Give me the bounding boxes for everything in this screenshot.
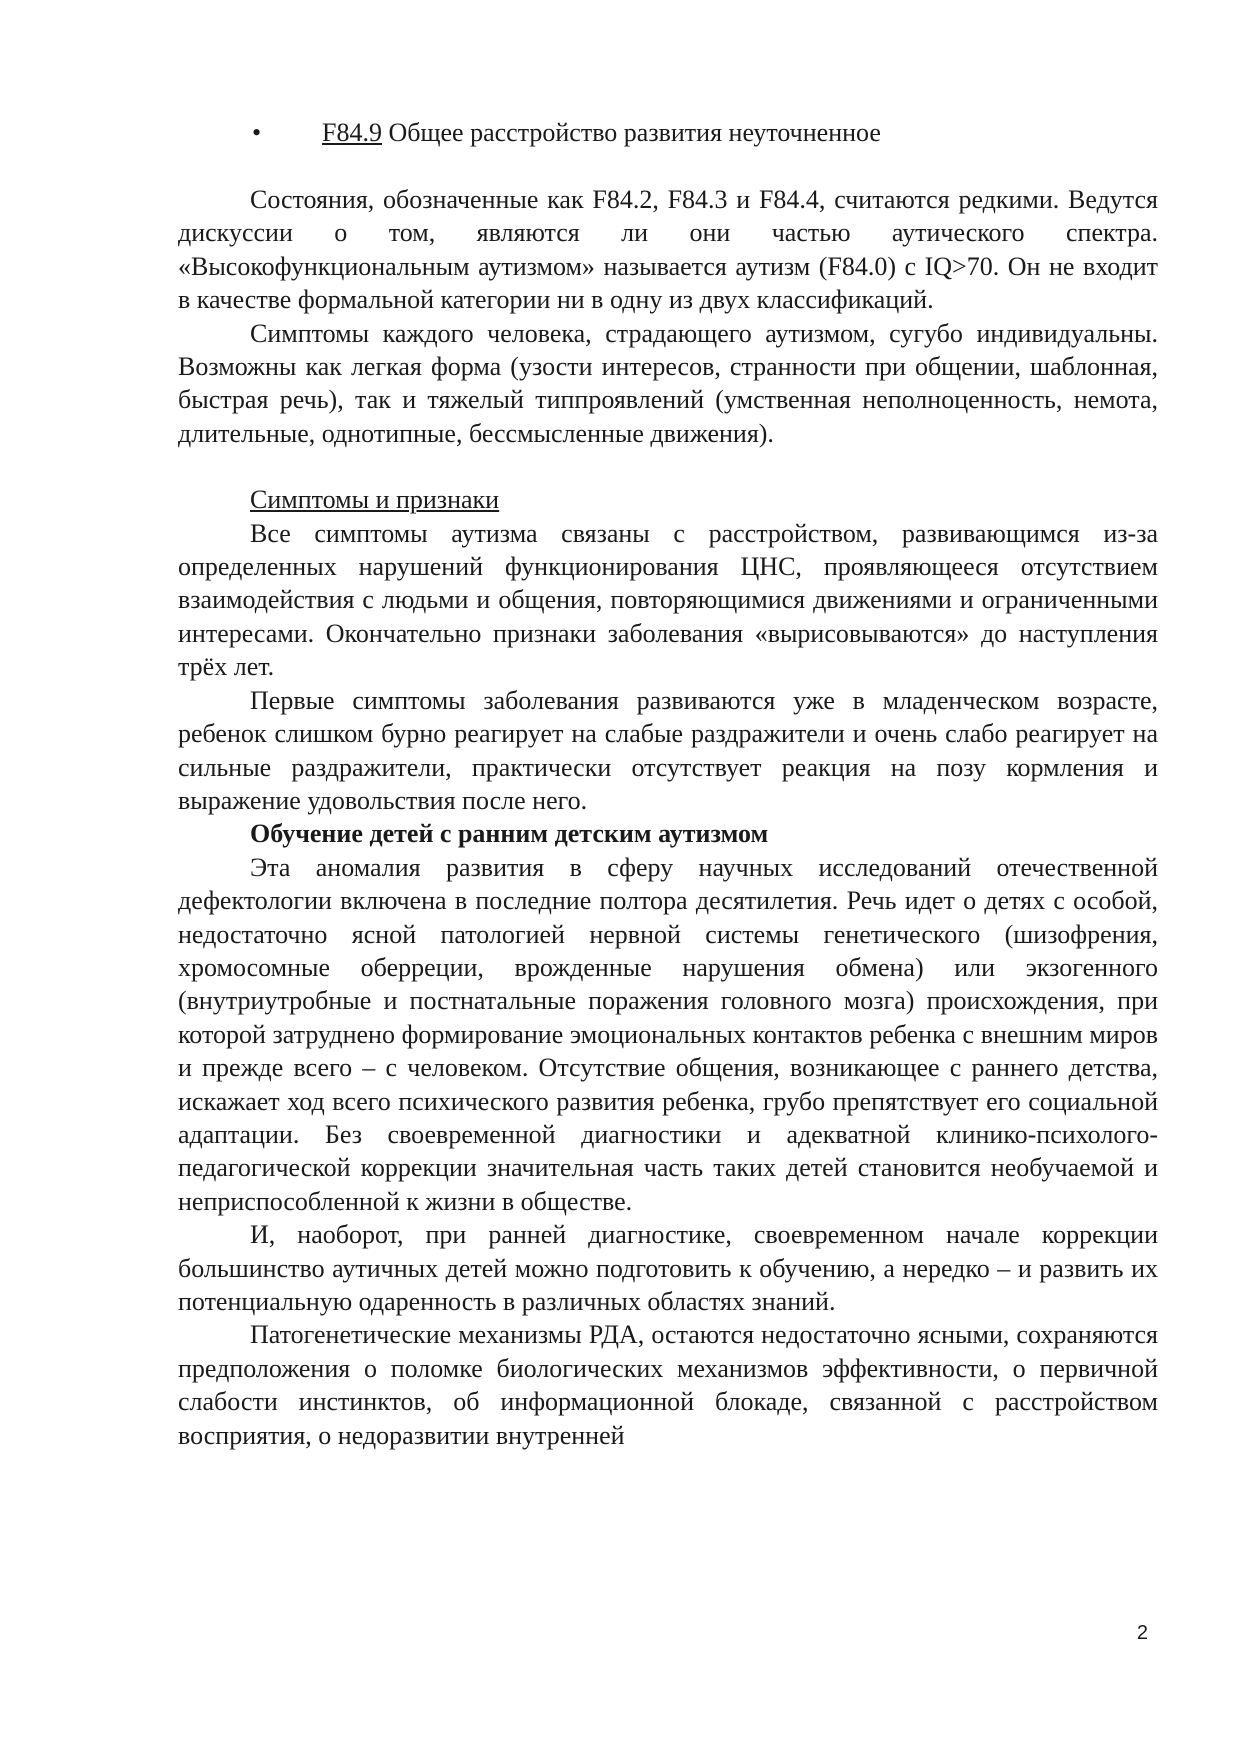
paragraph-education-2: И, наоборот, при ранней диагностике, своевременном начале коррекции большинство аутичных детей можно подготовить к обучению, а нередко – и развить их потенциальную одаренность в различных областях знаний. [178, 1220, 1158, 1316]
paragraph-education-3: Патогенетические механизмы РДА, остаются недостаточно ясными, сохраняются предположения о поломке биологических механизмов эффективности, о первичной слабости инстинктов, об информационной блокаде, связанной с расстройством восприятия, о недоразвитии внутренней [178, 1320, 1158, 1450]
subheading-symptoms [178, 483, 1158, 516]
section-heading: Обучение детей с ранним детским аутизмом [250, 819, 769, 849]
page-number: 2 [1136, 1622, 1148, 1644]
paragraph-symptoms-2: Первые симптомы заболевания развиваются уже в младенческом возрасте, ребенок слишком бурно реагирует на слабые раздражители и очень слабо реагирует на сильные раздражители, практически отсутствует реакция на позу кормления и выражение удовольствия после него. [178, 685, 1158, 815]
bullet-dot-icon: • [252, 118, 262, 147]
paragraph-intro-1: Состояния, обозначенные как F84.2, F84.3 и F84.4, считаются редкими. Ведутся дискуссии о том, являются ли они частью аутического спектра. «Высокофункциональным аутизмом» называется аутизм (F84.0) с IQ>70. Он не входит в качестве формальной категории ни в одну из двух классификаций. [178, 185, 1158, 315]
paragraph-gap [178, 450, 1158, 483]
paragraph-education-1: Эта аномалия развития в сферу научных исследований отечественной дефектологии включена в последние полтора десятилетия. Речь идет о детях с особой, недостаточно ясной патологией нервной системы генетического (шизофрения, хромосомные оберреции, врожденные нарушения обмена) или экзогенного (внутриутробные и постнатальные поражения головного мозга) происхождения, при которой затруднено формирование эмоциональных контактов ребенка с внешним миров и прежде всего – с человеком. Отсутствие общения, возникающее с раннего детства, искажает ход всего психического развития ребенка, грубо препятствует его социальной адаптации. Без своевременной диагностики и адекватной клинико-психолого-педагогической коррекции значительная часть таких детей становится необучаемой и неприспособленной к жизни в обществе. [178, 852, 1158, 1216]
bullet-text: Общее расстройство развития неуточненное [381, 118, 881, 147]
classification-code-link[interactable]: F84.9 [322, 118, 382, 147]
subheading-symptoms-text: Симптомы и признаки [250, 485, 500, 515]
bullet-item [178, 116, 1158, 149]
paragraph-intro-2: Симптомы каждого человека, страдающего аутизмом, сугубо индивидуальны. Возможны как легкая форма (узости интересов, странности при общении, шаблонная, быстрая речь), так и тяжелый типпроявлений (умственная неполноценность, немота, длительные, однотипные, бессмысленные движения). [178, 318, 1158, 448]
paragraph-symptoms-1: Все симптомы аутизма связаны с расстройством, развивающимся из-за определенных нарушений функционирования ЦНС, проявляющееся отсутствием взаимодействия с людьми и общения, повторяющимися движениями и ограниченными интересами. Окончательно признаки заболевания «вырисовываются» до наступления трёх лет. [178, 518, 1158, 682]
document-page [178, 116, 1158, 1452]
